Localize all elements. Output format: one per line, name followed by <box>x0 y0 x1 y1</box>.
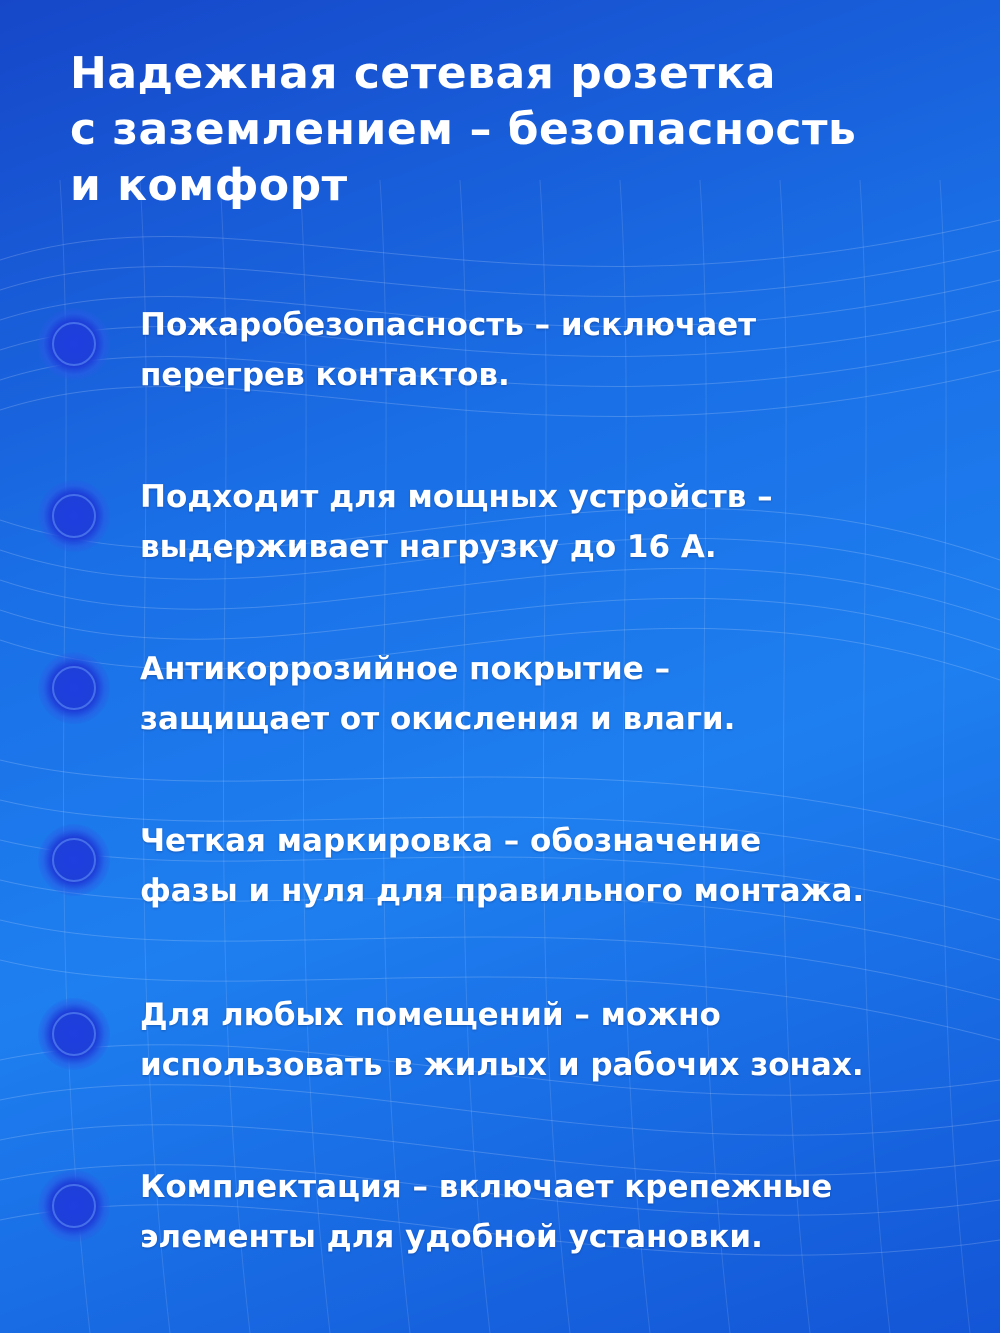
feature-item <box>38 644 978 764</box>
title-line-2: с заземлением – безопасность <box>70 104 857 155</box>
feature-line-1: Комплектация – включает крепежные <box>140 1169 833 1205</box>
feature-text <box>140 1162 980 1262</box>
feature-item <box>38 1162 978 1282</box>
title-line-3: и комфорт <box>70 160 348 211</box>
feature-line-1: Пожаробезопасность – исключает <box>140 307 757 343</box>
bullet-circle-icon <box>38 308 110 380</box>
feature-text <box>140 300 980 400</box>
feature-text <box>140 644 980 744</box>
feature-item <box>38 472 978 592</box>
feature-text <box>140 472 980 572</box>
feature-item <box>38 990 978 1110</box>
feature-line-1: Подходит для мощных устройств – <box>140 479 773 515</box>
title-line-1: Надежная сетевая розетка <box>70 48 776 99</box>
bullet-circle-icon <box>38 824 110 896</box>
feature-line-1: Для любых помещений – можно <box>140 997 721 1033</box>
feature-text <box>140 816 980 916</box>
feature-item <box>38 300 978 420</box>
feature-item <box>38 816 978 936</box>
bullet-circle-icon <box>38 998 110 1070</box>
feature-line-2: перегрев контактов. <box>140 357 510 393</box>
feature-line-2: использовать в жилых и рабочих зонах. <box>140 1047 864 1083</box>
feature-line-2: выдерживает нагрузку до 16 А. <box>140 529 717 565</box>
bullet-circle-icon <box>38 652 110 724</box>
page-title <box>70 46 950 214</box>
bullet-circle-icon <box>38 480 110 552</box>
feature-line-2: фазы и нуля для правильного монтажа. <box>140 873 865 909</box>
feature-line-1: Четкая маркировка – обозначение <box>140 823 762 859</box>
bullet-circle-icon <box>38 1170 110 1242</box>
feature-line-2: элементы для удобной установки. <box>140 1219 763 1255</box>
feature-line-1: Антикоррозийное покрытие – <box>140 651 671 687</box>
feature-line-2: защищает от окисления и влаги. <box>140 701 736 737</box>
feature-text <box>140 990 980 1090</box>
